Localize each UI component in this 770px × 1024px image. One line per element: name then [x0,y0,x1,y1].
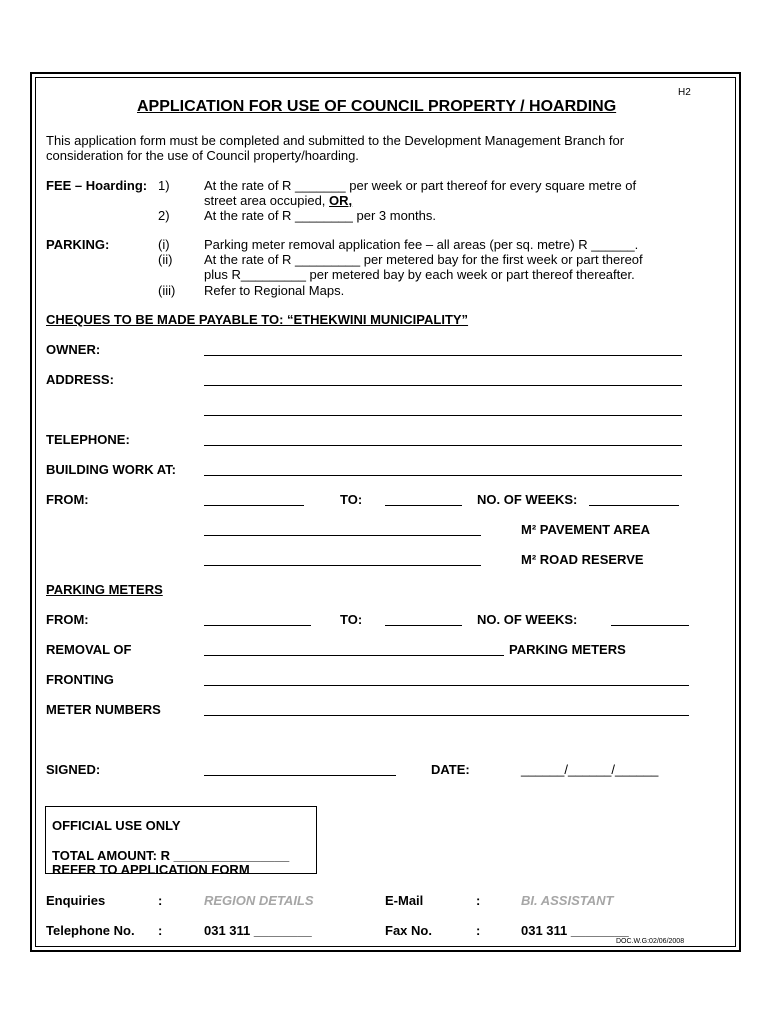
fax-label: Fax No. [385,923,432,938]
enquiries-label: Enquiries [46,893,106,908]
pm-to-field[interactable] [385,625,462,626]
date-label: DATE: [431,762,470,777]
pm-from-field[interactable] [204,625,311,626]
fax-colon: : [476,923,481,938]
to-label: TO: [340,492,363,507]
fee-item-1-number: 1) [158,178,170,193]
address-label: ADDRESS: [46,372,114,387]
parking-ii-line-a: At the rate of R _________ per metered bay for the first week or part thereof [204,252,643,267]
date-field[interactable]: ______/______/______ [521,762,659,777]
parking-ii-number: (ii) [158,252,173,267]
region-details: REGION DETAILS [204,893,314,908]
parking-iii-number: (iii) [158,283,176,298]
intro-line-1: This application form must be completed and submitted to the Development Management Branch for [46,133,625,148]
pavement-area-label: M² PAVEMENT AREA [521,522,651,537]
from-label: FROM: [46,492,89,507]
weeks-field[interactable] [589,505,679,506]
intro-line-2: consideration for the use of Council property/hoarding. [46,148,359,163]
removal-field[interactable] [204,655,504,656]
parking-i-line: Parking meter removal application fee – all areas (per sq. metre) R ______. [204,237,639,252]
to-field[interactable] [385,505,462,506]
address-field-line-1[interactable] [204,385,682,386]
owner-label: OWNER: [46,342,101,357]
road-reserve-field[interactable] [204,565,481,566]
telephone-no-label: Telephone No. [46,923,135,938]
fronting-field[interactable] [204,685,689,686]
parking-ii-line-b: plus R_________ per metered bay by each week or part thereof thereafter. [204,267,635,282]
from-field[interactable] [204,505,304,506]
fronting-label: FRONTING [46,672,114,687]
bi-assistant: BI. ASSISTANT [521,893,614,908]
cheques-notice: CHEQUES TO BE MADE PAYABLE TO: “ETHEKWINI MUNICIPALITY” [46,312,469,327]
telephone-colon: : [158,923,163,938]
signed-label: SIGNED: [46,762,101,777]
address-field-line-2[interactable] [204,415,682,416]
parking-label: PARKING: [46,237,110,252]
weeks-label: NO. OF WEEKS: [477,492,578,507]
removal-label: REMOVAL OF [46,642,132,657]
building-work-label: BUILDING WORK AT: [46,462,176,477]
fee-item-2-line: At the rate of R ________ per 3 months. [204,208,436,223]
telephone-value: 031 311 ________ [204,923,312,938]
building-work-field[interactable] [204,475,682,476]
page-title: APPLICATION FOR USE OF COUNCIL PROPERTY / HOARDING [137,98,617,115]
or-label: OR, [329,193,353,208]
fee-item-1-line-a: At the rate of R _______ per week or part thereof for every square metre of [204,178,637,193]
parking-iii-line: Refer to Regional Maps. [204,283,345,298]
owner-field[interactable] [204,355,682,356]
total-amount: TOTAL AMOUNT: R ________________ [52,848,290,863]
pm-to-label: TO: [340,612,363,627]
meter-numbers-field[interactable] [204,715,689,716]
refer-to-form: REFER TO APPLICATION FORM [52,862,250,877]
telephone-field[interactable] [204,445,682,446]
parking-i-number: (i) [158,237,170,252]
fee-item-2-number: 2) [158,208,170,223]
pm-weeks-label: NO. OF WEEKS: [477,612,578,627]
document-reference: DOC.W.G:02/06/2008 [616,938,685,945]
email-label: E-Mail [385,893,424,908]
pavement-area-field[interactable] [204,535,481,536]
parking-meters-label: PARKING METERS [509,642,626,657]
road-reserve-label: M² ROAD RESERVE [521,552,644,567]
meter-numbers-label: METER NUMBERS [46,702,161,717]
pm-from-label: FROM: [46,612,89,627]
parking-meters-heading: PARKING METERS [46,582,163,597]
enquiries-colon: : [158,893,163,908]
form-code: H2 [678,87,691,98]
signature-field[interactable] [204,775,396,776]
official-use-title: OFFICIAL USE ONLY [52,818,181,833]
fee-label: FEE – Hoarding: [46,178,148,193]
fax-value: 031 311 ________ [521,923,629,938]
pm-weeks-field[interactable] [611,625,689,626]
fee-item-1-line-b: street area occupied, OR, [204,193,353,208]
telephone-label: TELEPHONE: [46,432,130,447]
email-colon: : [476,893,481,908]
